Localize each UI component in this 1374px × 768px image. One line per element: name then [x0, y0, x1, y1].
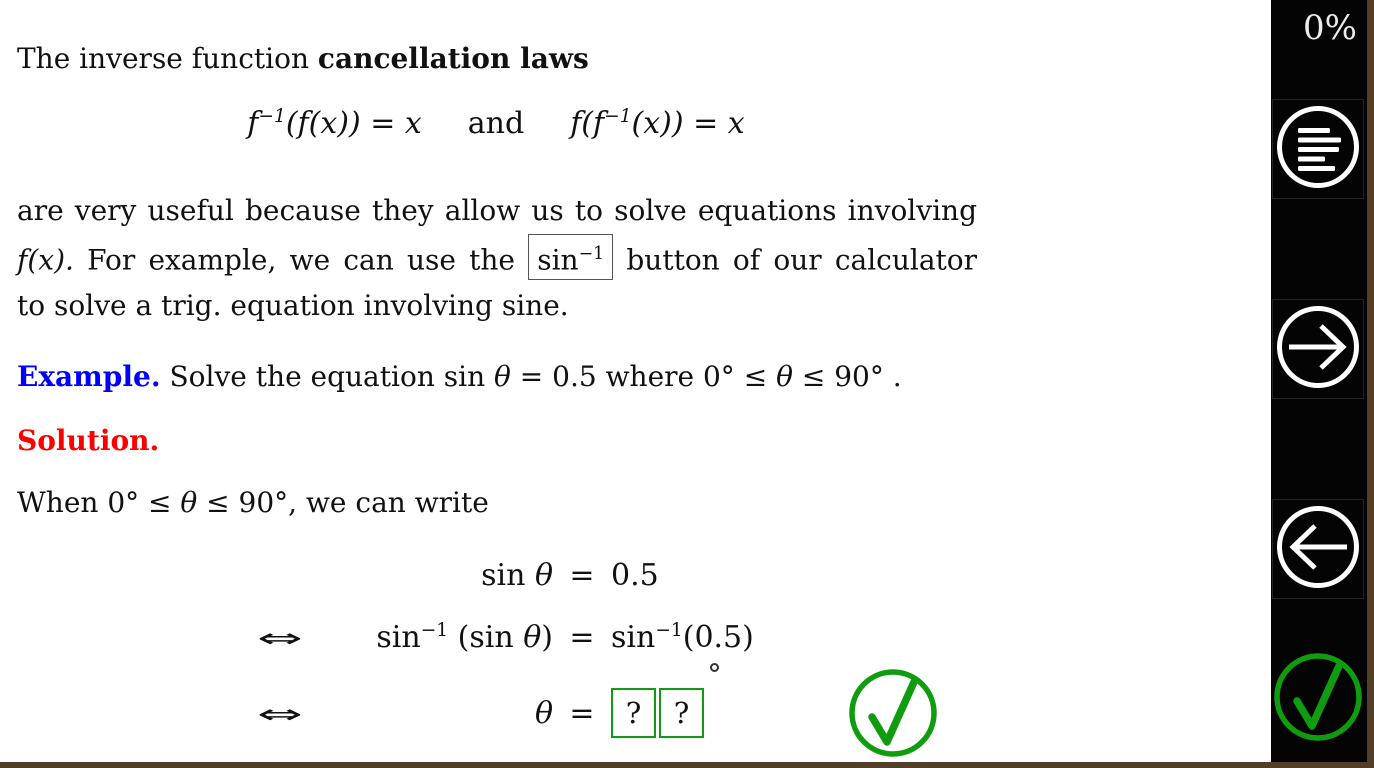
answer-box-2[interactable]: ? — [659, 688, 704, 738]
formula-conjunction: and — [467, 106, 525, 141]
eq-row2-equals: = — [569, 619, 595, 655]
eq-row2-iff-arrow: ⇔ — [257, 623, 303, 654]
arrow-left-icon — [1276, 505, 1360, 593]
eq-row1-rhs: 0.5 — [611, 557, 659, 593]
contents-button[interactable] — [1272, 99, 1364, 199]
cancellation-laws-formula — [17, 106, 975, 141]
progress-indicator: 0% — [1303, 8, 1357, 48]
paragraph-line-3: to solve a trig. equation involving sine. — [17, 289, 569, 323]
eq-row1-equals: = — [569, 557, 595, 593]
answer-box-1[interactable]: ? — [611, 688, 656, 738]
when-sentence: When 0° ≤ θ ≤ 90°, we can write — [17, 486, 489, 519]
checkmark-icon — [847, 667, 939, 759]
paragraph-line-1: are very useful because they allow us to solve equations involving — [17, 194, 977, 227]
intro-text: The inverse function — [17, 42, 318, 75]
eq-row1-lhs: sin θ — [481, 557, 553, 593]
paragraph-line-2: f(x). For example, we can use the $\sin^{-1}$ button of our calculator — [17, 234, 977, 283]
eq-row3-lhs: θ — [534, 695, 553, 731]
eq-row2-rhs: $\sin^{-1}(0.5)$ — [611, 619, 754, 655]
next-page-button[interactable] — [1272, 299, 1364, 399]
frame-edge-right — [1367, 0, 1374, 768]
example-statement: Example. Solve the equation sin θ = 0.5 where 0° ≤ θ ≤ 90° . — [17, 360, 902, 393]
sin-inverse-calculator-button-box: $\sin^{-1}$ — [528, 234, 613, 280]
previous-page-button[interactable] — [1272, 499, 1364, 599]
frame-edge-bottom — [0, 762, 1374, 768]
arrow-right-icon — [1276, 305, 1360, 393]
intro-sentence — [17, 42, 589, 75]
eq-row3-iff-arrow: ⇔ — [257, 699, 303, 730]
navigation-sidebar — [1271, 0, 1367, 762]
solution-heading — [17, 424, 159, 457]
eq-row3-equals: = — [569, 695, 595, 731]
degree-symbol — [710, 663, 719, 672]
solution-label: Solution. — [17, 424, 160, 457]
example-label: Example. — [17, 360, 161, 393]
derivation-equations — [245, 546, 939, 756]
formula-right: $f(f^{-1}(x)) = x$ — [570, 106, 745, 141]
explanation-paragraph — [17, 188, 977, 329]
eq-row2-lhs: $\sin^{-1} (\sin$ θ) — [376, 619, 553, 655]
eq-row3-answer — [611, 667, 939, 759]
check-button[interactable] — [1272, 649, 1364, 749]
intro-bold-text: cancellation laws — [317, 42, 589, 75]
menu-lines-icon — [1276, 105, 1360, 193]
check-answer-button[interactable] — [847, 667, 939, 759]
formula-left: $f^{-1}(f(x)) = x$ — [247, 106, 422, 141]
checkmark-icon — [1272, 651, 1364, 747]
